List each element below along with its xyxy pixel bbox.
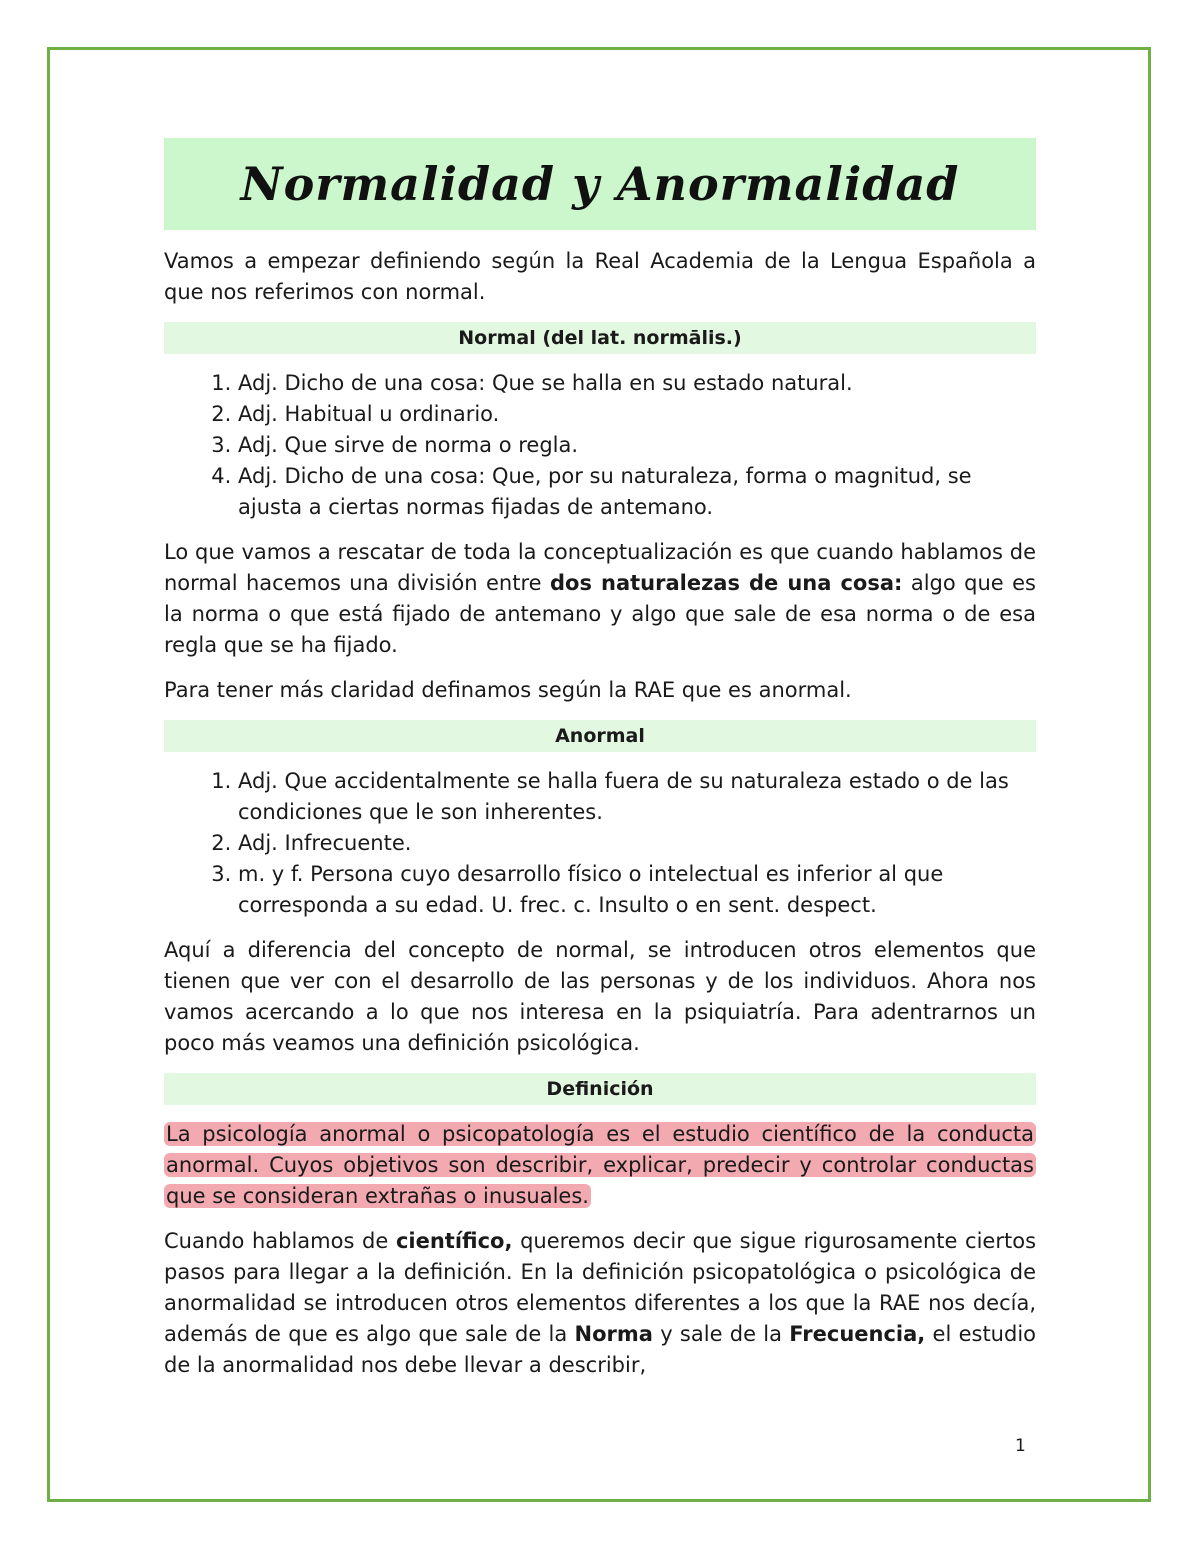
list-item: 2. Adj. Infrecuente.	[238, 828, 1036, 859]
text-run: queremos decir que sigue rigurosamente ciertos pasos para llegar a la definición. En la definición psicopatológica o psicológica de anormalidad se introducen otros elementos diferentes a los que la RAE nos decía, además de que es algo que sale de la	[164, 1229, 1037, 1346]
normal-definition-list	[164, 368, 1036, 523]
bold-term: científico,	[395, 1229, 513, 1253]
anormal-heading: Anormal	[164, 720, 1036, 752]
list-item: 2. Adj. Habitual u ordinario.	[238, 399, 1036, 430]
conceptualization-paragraph	[164, 537, 1036, 661]
highlighted-definition	[164, 1119, 1036, 1212]
list-item: 3. m. y f. Persona cuyo desarrollo físico o intelectual es inferior al que corresponda a su edad. U. frec. c. Insulto o en sent. despect.	[238, 859, 1036, 921]
highlight-text: La psicología anormal o psicopatología es el estudio científico de la conducta anormal. Cuyos objetivos son describir, explicar, predecir y controlar conductas que se consideran extrañas o inusuales.	[166, 1122, 1034, 1208]
text-run: el estudio de la anormalidad nos debe llevar a describir,	[164, 1322, 1037, 1377]
text-run: Lo que vamos a rescatar de toda la conceptualización es que cuando hablamos de normal hacemos una división entre	[164, 540, 1036, 595]
text-run: y sale de la	[652, 1322, 790, 1346]
document-body	[164, 138, 1036, 1395]
list-item: 1. Adj. Que accidentalmente se halla fuera de su naturaleza estado o de las condiciones que le son inherentes.	[238, 766, 1036, 828]
page-title: Normalidad y Anormalidad	[240, 157, 960, 211]
bold-term: Norma	[574, 1322, 653, 1346]
text-run: Cuando hablamos de	[164, 1229, 396, 1253]
bold-term: Frecuencia,	[789, 1322, 926, 1346]
intro-paragraph: Vamos a empezar definiendo según la Real Academia de la Lengua Española a que nos referimos con normal.	[164, 249, 1036, 304]
bold-term: dos naturalezas de una cosa:	[549, 571, 903, 595]
definicion-heading: Definición	[164, 1073, 1036, 1105]
difference-paragraph: Aquí a diferencia del concepto de normal, se introducen otros elementos que tienen que ver con el desarrollo de las personas y de los individuos. Ahora nos vamos acercando a lo que nos interesa en la psiquiatría. Para adentrarnos un poco más veamos una definición psicológica.	[164, 938, 1036, 1055]
list-item: 4. Adj. Dicho de una cosa: Que, por su naturaleza, forma o magnitud, se ajusta a ciertas normas fijadas de antemano.	[238, 461, 1036, 523]
normal-heading: Normal (del lat. normālis.)	[164, 322, 1036, 354]
page-number: 1	[1015, 1436, 1026, 1456]
title-band	[164, 138, 1036, 230]
list-item: 1. Adj. Dicho de una cosa: Que se halla en su estado natural.	[238, 368, 1036, 399]
clarity-paragraph: Para tener más claridad definamos según la RAE que es anormal.	[164, 678, 852, 702]
anormal-definition-list	[164, 766, 1036, 921]
list-item: 3. Adj. Que sirve de norma o regla.	[238, 430, 1036, 461]
text-run: algo que es la norma o que está fijado de antemano y algo que sale de esa norma o de esa regla que se ha fijado.	[164, 571, 1036, 657]
scientific-paragraph	[164, 1226, 1036, 1381]
